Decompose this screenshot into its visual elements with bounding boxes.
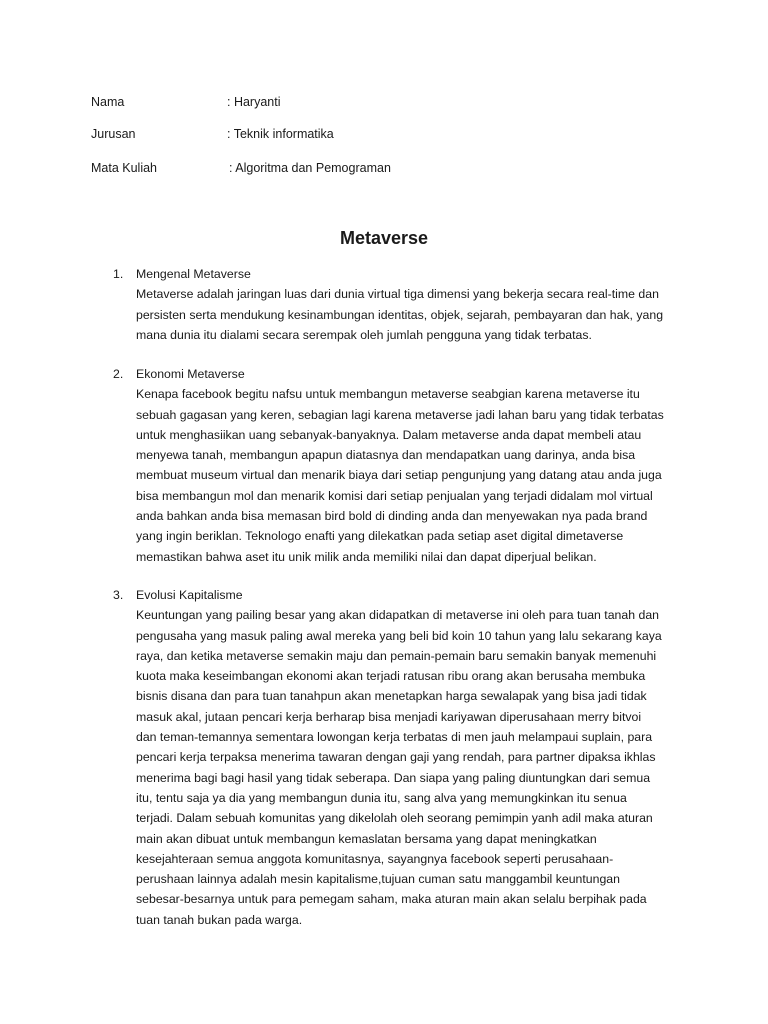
section-body	[136, 364, 693, 567]
paragraph-line: persisten serta mendukung kesinambungan identitas, objek, sejarah, pembayaran dan hak, yang	[136, 307, 664, 322]
paragraph-line: perushaan lainnya adalah mesin kapitalisme,tujuan cuman satu manggambil keuntungan	[136, 872, 620, 887]
paragraph-line: membuat museum virtual dan menarik biaya dari setiap pengunjung yang datang atau anda juga	[136, 468, 662, 483]
paragraph-line: menerima bagi bagi hasil yang tidak seberapa. Dan siapa yang paling diuntungkan dari semua	[136, 770, 651, 785]
section-evolusi-kapitalisme	[113, 585, 693, 930]
paragraph-line: bisa membangun mol dan menarik komisi dari setiap penjualan yang terjadi didalam mol virtual	[136, 488, 653, 503]
paragraph-line: sebesar-besarnya untuk para pemegam saham, maka aturan main akan selalu berpihak pada	[136, 892, 647, 907]
section-mengenal-metaverse	[113, 264, 693, 345]
paragraph-line: dan teman-temannya sementara lowongan kerja terbatas di men jauh melampaui suplain, para	[136, 730, 653, 745]
matakuliah-value: : Algoritma dan Pemograman	[229, 161, 391, 175]
paragraph-line: kesejahteraan semua anggota komunitasnya, sayangnya facebook seperti perusahaan-	[136, 851, 614, 866]
paragraph-line: memastikan bahwa aset itu unik milik anda memiliki nilai dan dapat diperjual belikan.	[136, 549, 597, 564]
section-heading: Mengenal Metaverse	[136, 267, 251, 281]
section-body	[136, 264, 693, 345]
paragraph-line: menyewa tanah, membangun apapun diatasnya dan mendapatkan uang darinya, anda bisa	[136, 448, 636, 463]
paragraph-line: Keuntungan yang pailing besar yang akan didapatkan di metaverse ini oleh para tuan tanah dan	[136, 608, 660, 623]
paragraph-line: kuota maka keseimbangan ekonomi akan terjadi ratusan ribu orang akan berusaha membuka	[136, 669, 646, 684]
paragraph-line: raya, dan ketika metaverse semakin maju dan pemain-pemain baru semakin banyak memenuhi	[136, 648, 657, 663]
nama-value: : Haryanti	[227, 95, 281, 109]
paragraph-line: untuk menghasiikan uang sebanyak-banyaknya. Dalam metaverse anda dapat membeli atau	[136, 427, 642, 442]
paragraph-line: pencari kerja terpaksa menerima tawaran dengan gaji yang rendah, para partner dipaksa ikhlas	[136, 750, 656, 765]
paragraph-line: pengusaha yang masuk paling awal mereka yang beli bid koin 10 tahun yang lalu sekarang kaya	[136, 628, 662, 643]
section-ekonomi-metaverse	[113, 364, 693, 567]
paragraph-line: anda bahkan anda bisa memasan bird bold di dinding anda dan menyewakan nya pada brand	[136, 509, 648, 524]
paragraph-line: masuk akal, jutaan pencari kerja berharap bisa menjadi kariyawan diperusahaan merry bitvoi	[136, 709, 642, 724]
section-number: 2.	[113, 367, 124, 381]
page-title: Metaverse	[339, 228, 429, 248]
section-heading: Ekonomi Metaverse	[136, 367, 245, 381]
paragraph-line: mana dunia itu dialami secara serempak oleh jumlah pengguna yang tidak terbatas.	[136, 327, 592, 342]
jurusan-label: Jurusan	[91, 127, 136, 141]
paragraph-line: tuan tanah bukan pada warga.	[136, 912, 303, 927]
section-number: 1.	[113, 267, 124, 281]
paragraph-line: bisnis disana dan para tuan tanahpun akan menetapkan harga sewalapak yang bisa jadi tidak	[136, 689, 647, 704]
paragraph-line: sebuah gagasan yang keren, sebagian lagi karena metaverse jadi lahan baru yang tidak terbatas	[136, 407, 664, 422]
section-heading: Evolusi Kapitalisme	[136, 588, 243, 602]
paragraph-line: Kenapa facebook begitu nafsu untuk membangun metaverse seabgian karena metaverse itu	[136, 387, 640, 402]
paragraph-line: itu, tentu saja ya dia yang membangun dunia itu, sang alva yang memungkinkan itu senua	[136, 790, 627, 805]
nama-label: Nama	[91, 95, 125, 109]
paragraph-line: main akan dibuat untuk membangun kemaslatan bersama yang dapat meningkatkan	[136, 831, 597, 846]
paragraph-line: terjadi. Dalam sebuah komunitas yang dikelolah oleh seorang pemimpin yanh adil maka aturan	[136, 811, 653, 826]
jurusan-value: : Teknik informatika	[227, 127, 334, 141]
paragraph-line: Metaverse adalah jaringan luas dari dunia virtual tiga dimensi yang bekerja secara real-time dan	[136, 287, 659, 302]
section-body	[136, 585, 693, 930]
matakuliah-label: Mata Kuliah	[91, 161, 158, 175]
paragraph-line: yang ingin beriklan. Teknologo enafti yang dilekatkan pada setiap aset digital dimetaverse	[136, 529, 624, 544]
section-number: 3.	[113, 588, 124, 602]
